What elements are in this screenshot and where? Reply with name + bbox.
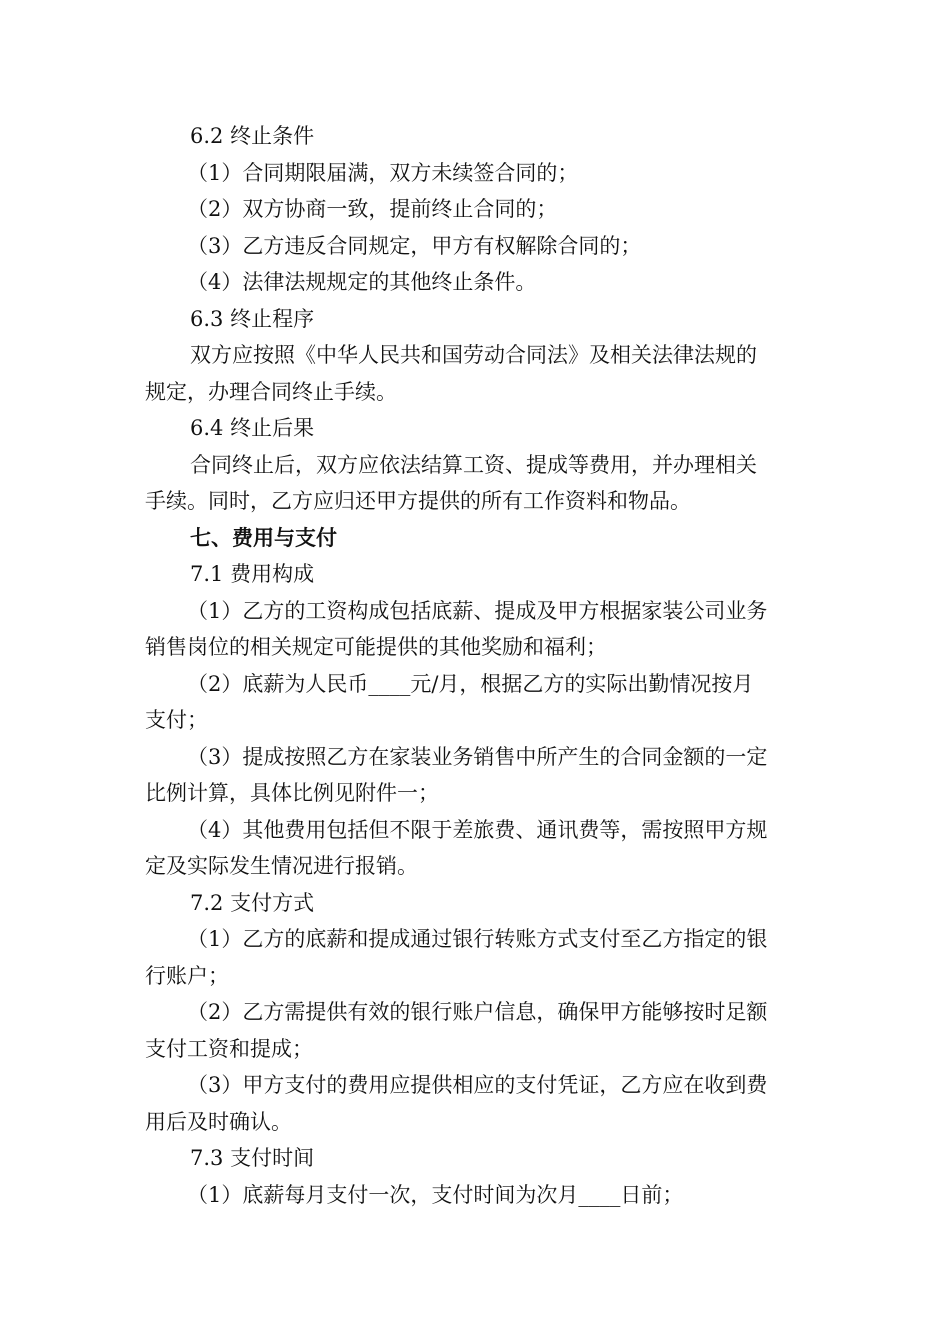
text-line: 合同终止后，双方应依法结算工资、提成等费用，并办理相关 xyxy=(190,452,757,477)
text-line: （4）法律法规规定的其他终止条件。 xyxy=(187,270,537,294)
text-line: 比例计算，具体比例见附件一； xyxy=(145,781,439,805)
text-line: 销售岗位的相关规定可能提供的其他奖励和福利； xyxy=(145,635,607,659)
text-line: 6.3 终止程序 xyxy=(190,306,315,331)
text-line: 用后及时确认。 xyxy=(145,1109,292,1134)
text-line: （3）甲方支付的费用应提供相应的支付凭证，乙方应在收到费 xyxy=(187,1073,768,1097)
text-line: 规定，办理合同终止手续。 xyxy=(145,379,397,404)
text-line: 支付工资和提成； xyxy=(145,1036,313,1061)
text-line: 手续。同时，乙方应归还甲方提供的所有工作资料和物品。 xyxy=(145,489,691,513)
document-body xyxy=(145,118,809,1213)
text-line: 6.2 终止条件 xyxy=(190,124,315,148)
text-line: （4）其他费用包括但不限于差旅费、通讯费等，需按照甲方规 xyxy=(187,817,768,842)
text-line: （1）底薪每月支付一次，支付时间为次月____日前； xyxy=(187,1182,684,1207)
text-line: 7.2 支付方式 xyxy=(190,890,315,915)
text-line: （1）乙方的底薪和提成通过银行转账方式支付至乙方指定的银 xyxy=(187,927,768,951)
text-line: 行账户； xyxy=(145,963,229,988)
text-line: （2）双方协商一致，提前终止合同的； xyxy=(187,197,558,221)
text-line: （3）乙方违反合同规定，甲方有权解除合同的； xyxy=(187,233,642,258)
text-line: 7.1 费用构成 xyxy=(190,562,315,586)
text-line: 6.4 终止后果 xyxy=(190,416,315,440)
text-line: 双方应按照《中华人民共和国劳动合同法》及相关法律法规的 xyxy=(190,343,757,367)
text-line: 定及实际发生情况进行报销。 xyxy=(145,854,418,878)
text-line: （2）底薪为人民币____元/月，根据乙方的实际出勤情况按月 xyxy=(187,671,754,696)
section-heading: 七、费用与支付 xyxy=(190,524,337,550)
text-line: （3）提成按照乙方在家装业务销售中所产生的合同金额的一定 xyxy=(187,744,768,769)
text-line: （2）乙方需提供有效的银行账户信息，确保甲方能够按时足额 xyxy=(187,1000,768,1024)
text-line: 7.3 支付时间 xyxy=(190,1146,315,1170)
text-line: 支付； xyxy=(145,708,208,732)
text-line: （1）合同期限届满，双方未续签合同的； xyxy=(187,160,579,185)
text-line: （1）乙方的工资构成包括底薪、提成及甲方根据家装公司业务 xyxy=(187,598,768,623)
